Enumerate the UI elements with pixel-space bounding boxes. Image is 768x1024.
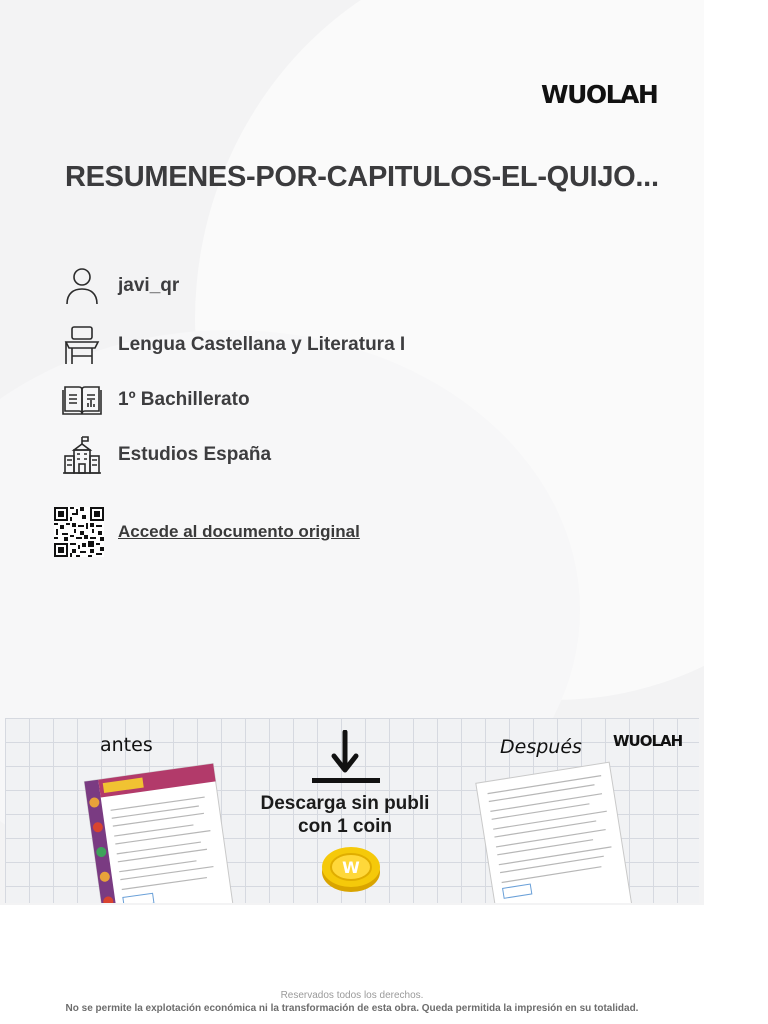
document-with-ads-image (75, 763, 260, 903)
no-ads-banner[interactable] (5, 718, 699, 903)
banner-wuolah-logo: WUOLAH (613, 732, 683, 750)
original-document-link[interactable]: Accede al documento original (118, 522, 360, 541)
before-label: antes (100, 734, 153, 756)
user-icon (60, 264, 104, 308)
subject-row (60, 323, 405, 367)
usage-notice: No se permite la explotación económica ni la transformación de esta obra. Queda permitida la impresión en su totalidad. (65, 1003, 639, 1014)
author-row (60, 264, 179, 308)
school-row (60, 433, 271, 477)
copyright-footer (0, 990, 704, 1014)
level-row (60, 378, 250, 422)
qr-code-icon[interactable] (54, 507, 104, 557)
document-title: RESUMENES-POR-CAPITULOS-EL-QUIJO... (65, 161, 659, 193)
wuolah-logo[interactable]: WUOLAH (541, 80, 658, 109)
book-icon (60, 378, 104, 422)
level-name: 1º Bachillerato (118, 389, 250, 410)
author-name: javi_qr (118, 275, 180, 296)
download-arrow-icon (310, 730, 380, 792)
cta-line-2: con 1 coin (298, 816, 392, 837)
subject-name: Lengua Castellana y Literatura I (118, 334, 406, 355)
original-document-row (54, 506, 360, 558)
cta-line-1: Descarga sin publi (260, 793, 430, 814)
coin-icon (320, 842, 382, 894)
coin-letter: W (342, 858, 360, 877)
school-desk-icon (60, 323, 104, 367)
document-without-ads-image (470, 760, 660, 903)
rights-text: Reservados todos los derechos. (280, 990, 424, 1001)
school-name: Estudios España (118, 444, 272, 465)
school-building-icon (60, 433, 104, 477)
download-cta[interactable] (245, 792, 445, 838)
after-label: Después (500, 736, 582, 758)
